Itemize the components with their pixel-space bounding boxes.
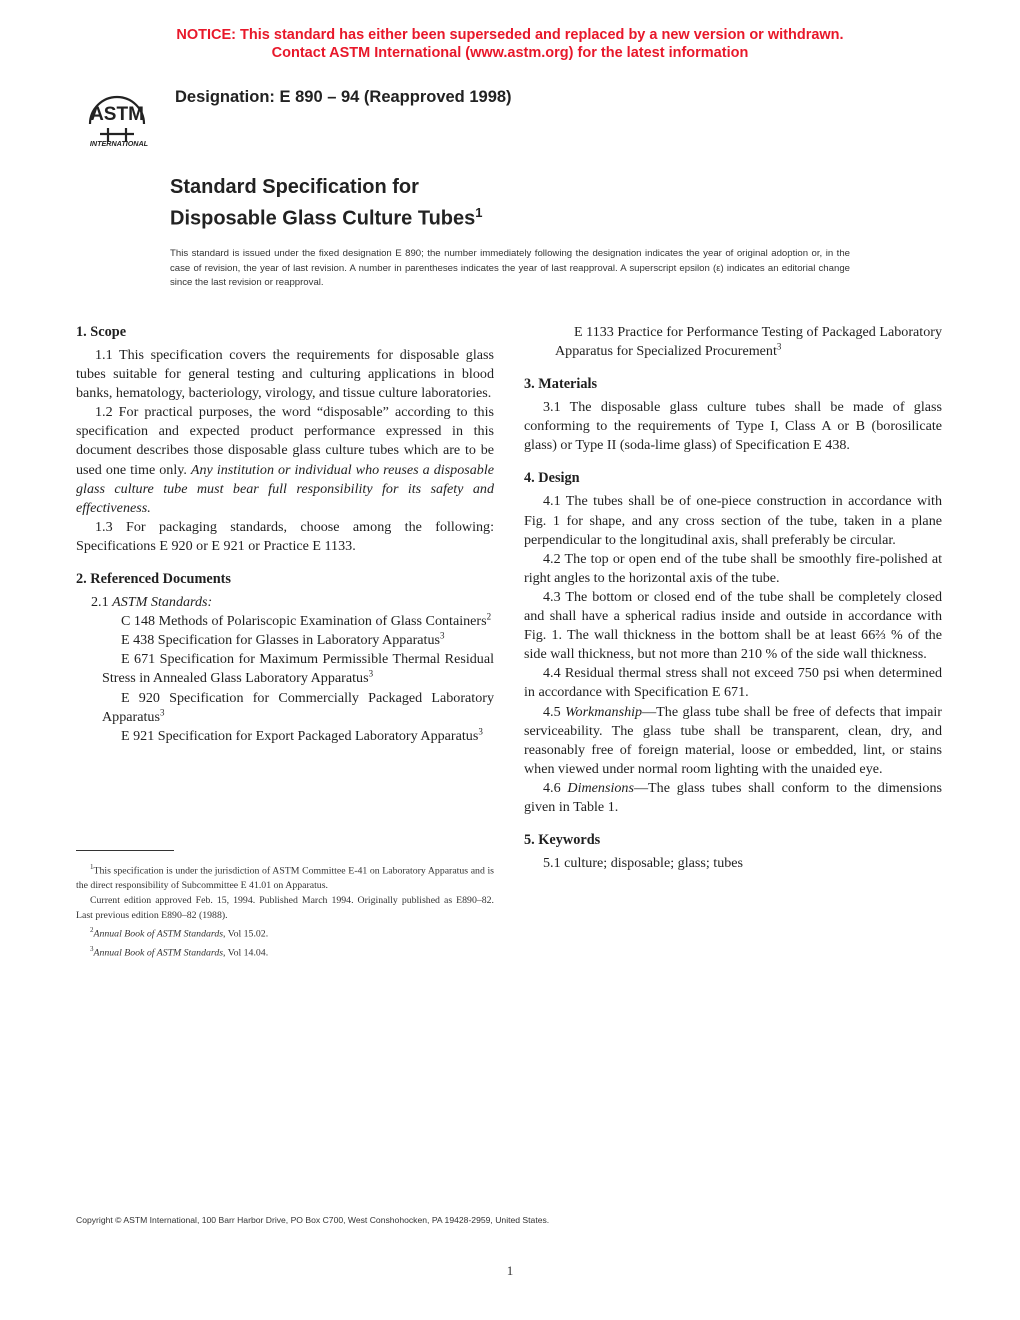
design-4-6-text: —The glass tubes shall conform to the dimensions given in Table 1. xyxy=(524,779,943,815)
footnote-1-mark: 1 xyxy=(90,863,94,871)
scope-heading: 1. Scope xyxy=(76,324,127,340)
scope-1-1: 1.1 This specification covers the requirements for disposable glass tubes suitable for general testing and culturing applications in blood banks, hematology, bacteriology, virology, and tissue culture laboratories. xyxy=(76,347,494,402)
reference-text: C 148 Methods of Polariscopic Examination of Glass Containers xyxy=(121,613,487,630)
design-heading: 4. Design xyxy=(524,470,580,487)
design-4-1: 4.1 The tubes shall be of one-piece construction in accordance with Fig. 1 for shape, and any cross section of the tube, taken in a plane perpendicular to the longitudinal axis, shall preferably be circular. xyxy=(524,493,942,548)
footnote-3 xyxy=(76,942,494,960)
reference-item xyxy=(524,323,942,361)
withdrawal-notice xyxy=(0,26,1020,62)
keywords-5-1: 5.1 culture; disposable; glass; tubes xyxy=(543,855,744,872)
footnote-1-edition: Current edition approved Feb. 15, 1994. Published March 1994. Originally published as E890–82. Last previous edition E890–82 (1988). xyxy=(76,895,494,922)
materials-heading: 3. Materials xyxy=(524,376,598,393)
astm-logo xyxy=(72,80,162,148)
issue-note: This standard is issued under the fixed designation E 890; the number immediately following the designation indicates the year of original adoption or, in the case of revision, the year of last revision. A number in parentheses indicates the year of last reapproval. A superscript epsilon (ε) indicates an editorial change since the last revision or reapproval. xyxy=(170,248,850,288)
reference-item xyxy=(76,631,494,650)
design-4-5-number: 4.5 xyxy=(543,703,566,720)
reference-note: 3 xyxy=(478,726,483,736)
document-title xyxy=(170,174,483,232)
reference-note: 3 xyxy=(368,668,374,679)
notice-line-1: NOTICE: This standard has either been superseded and replaced by a new version or withdrawn. xyxy=(176,27,844,43)
keywords-heading: 5. Keywords xyxy=(524,832,601,849)
copyright: Copyright © ASTM International, 100 Barr Harbor Drive, PO Box C700, West Conshohocken, PA 19428-2959, United States. xyxy=(76,1215,550,1225)
scope-1-2-text: 1.2 For practical purposes, the word “disposable” according to this specification and expected product performance expressed in this document describes those disposable glass culture tubes which are to be used one time only. xyxy=(76,404,494,478)
design-4-6 xyxy=(524,779,942,817)
reference-item xyxy=(76,727,494,746)
design-4-4: 4.4 Residual thermal stress shall not exceed 750 psi when determined in accordance with Specification E 671. xyxy=(524,665,942,701)
title-line-1: Standard Specification for xyxy=(170,176,419,198)
reference-note: 3 xyxy=(159,706,165,717)
right-column xyxy=(524,323,942,873)
reference-text: E 671 Specification for Maximum Permissible Thermal Residual Stress in Annealed Glass Laboratory Apparatus xyxy=(102,651,494,687)
footnote-1 xyxy=(76,860,494,893)
reference-item xyxy=(76,650,494,688)
design-4-5-label: Workmanship xyxy=(565,703,643,720)
notice-line-2: Contact ASTM International (www.astm.org) for the latest information xyxy=(271,45,749,61)
title-footnote-mark: 1 xyxy=(475,205,483,220)
reference-text: E 438 Specification for Glasses in Laboratory Apparatus xyxy=(121,632,440,649)
design-4-5 xyxy=(524,703,942,779)
logo-subtext: INTERNATIONAL xyxy=(89,139,149,148)
referenced-subhead xyxy=(76,593,494,612)
scope-1-2 xyxy=(76,403,494,518)
scope-1-3: 1.3 For packaging standards, choose among the following: Specifications E 920 or E 921 or Practice E 1133. xyxy=(76,518,494,554)
design-4-6-label: Dimensions xyxy=(567,779,634,796)
designation: Designation: E 890 – 94 (Reapproved 1998) xyxy=(175,88,512,106)
design-4-3: 4.3 The bottom or closed end of the tube shall be completely closed and shall have a spherical radius inside and outside in accordance with Fig. 1. The wall thickness in the bottom shall be at least 66⅔ % of the side wall thickness, but not more than 210 % of the side wall thickness. xyxy=(524,588,942,663)
reference-item xyxy=(76,689,494,727)
footnote-3-mark: 3 xyxy=(90,944,94,953)
footnote-2-book: Annual Book of ASTM Standards xyxy=(93,928,224,940)
page-number: 1 xyxy=(506,1263,514,1278)
footnote-2 xyxy=(76,923,494,941)
footnote-3-volume: , Vol 14.04. xyxy=(223,946,269,958)
reference-note: 3 xyxy=(439,630,445,641)
reference-item xyxy=(76,612,494,631)
reference-note: 2 xyxy=(486,611,492,622)
reference-note: 3 xyxy=(776,341,782,352)
title-line-2: Disposable Glass Culture Tubes xyxy=(170,207,476,230)
left-column xyxy=(76,323,494,746)
referenced-subhead-label: ASTM Standards: xyxy=(112,594,213,611)
reference-text: E 921 Specification for Export Packaged Laboratory Apparatus xyxy=(121,727,479,744)
scope-1-2-italic: Any institution or individual who reuses a disposable glass culture tube must bear full responsibility for its safety and effectiveness. xyxy=(76,461,494,516)
materials-3-1: 3.1 The disposable glass culture tubes shall be made of glass conforming to the requirements of Type I, Class A or B (borosilicate glass) or Type II (soda-lime glass) of Specification E 438. xyxy=(524,399,942,454)
design-4-6-number: 4.6 xyxy=(543,779,568,796)
referenced-subhead-number: 2.1 xyxy=(91,594,113,611)
referenced-heading: 2. Referenced Documents xyxy=(76,571,231,588)
design-4-5-text: —The glass tube shall be free of defects that impair serviceability. The glass tube shall be transparent, clean, dry, and reasonably free of foreign material, loose or embedded, lint, or stains when viewed under normal room lighting with the unaided eye. xyxy=(524,703,943,777)
reference-text: E 1133 Practice for Performance Testing of Packaged Laboratory Apparatus for Specialized Procurement xyxy=(555,324,942,360)
reference-text: E 920 Specification for Commercially Packaged Laboratory Apparatus xyxy=(102,689,494,725)
footnote-2-mark: 2 xyxy=(90,926,94,935)
logo-text: ASTM xyxy=(90,104,144,125)
footnote-3-book: Annual Book of ASTM Standards xyxy=(93,946,224,958)
footnote-2-volume: , Vol 15.02. xyxy=(223,928,269,940)
design-4-2: 4.2 The top or open end of the tube shall be smoothly fire-polished at right angles to the horizontal axis of the tube. xyxy=(524,550,942,586)
footnote-divider xyxy=(76,850,174,851)
footnotes xyxy=(76,860,494,960)
footnote-1-text: This specification is under the jurisdiction of ASTM Committee E-41 on Laboratory Apparatus and is the direct responsibility of Subcommittee E 41.01 on Apparatus. xyxy=(76,865,494,892)
